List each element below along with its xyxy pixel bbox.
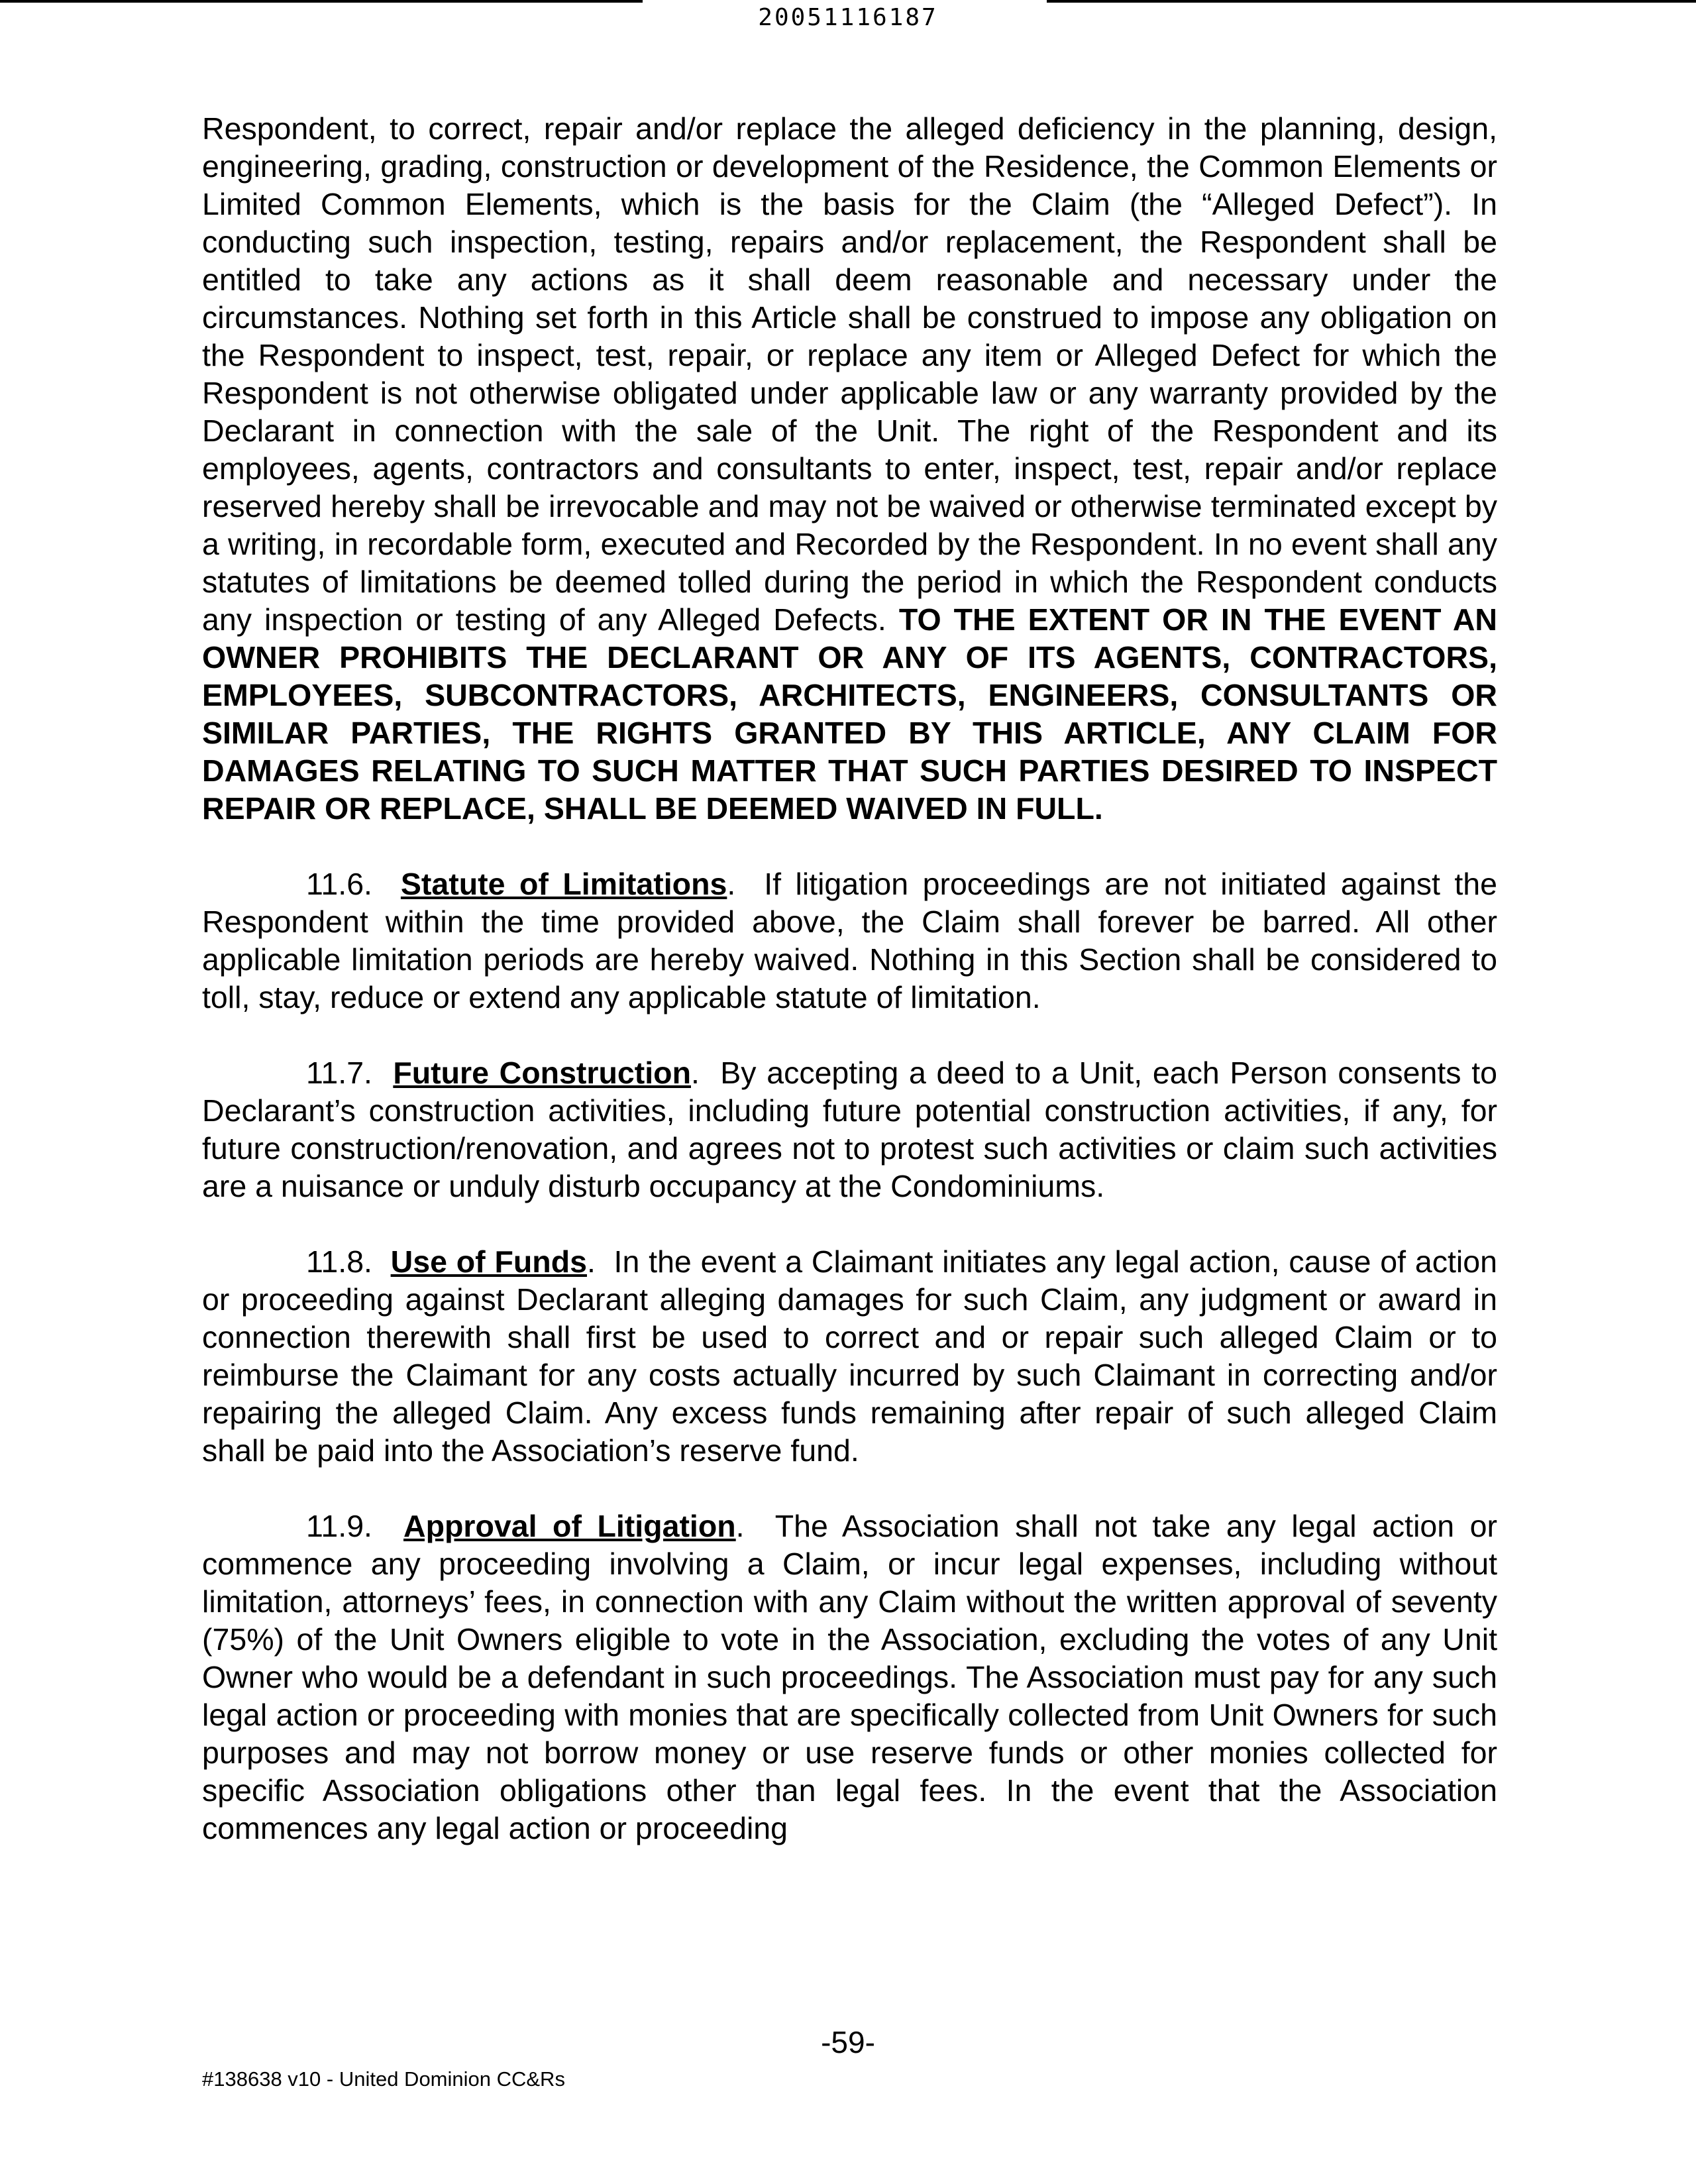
document-body	[202, 110, 1497, 1847]
section-heading: Approval of Litigation	[403, 1509, 736, 1543]
section-heading: Statute of Limitations	[400, 867, 727, 901]
section-11-7: 11.7. Future Construction. By accepting a deed to a Unit, each Person consents to Declarant’s construction activities, including future potential construction activities, if any, for future construction/renovation, and agrees not to protest such activities or claim such activities are a nuisance or unduly disturb occupancy at the Condominiums.	[202, 1056, 1497, 1203]
section-number: 11.7.	[306, 1056, 372, 1090]
section-text: In the event a Claimant initiates any legal action, cause of action or proceeding against Declarant alleging damages for such Claim, any judgment or award in connection therewith shall first be used to correct and or repair such alleged Claim or to reimburse the Claimant for any costs actually incurred by such Claimant in correcting and/or repairing the alleged Claim. Any excess funds remaining after repair of such alleged Claim shall be paid into the Association’s reserve fund.	[202, 1244, 1497, 1468]
intro-caps-text: TO THE EXTENT OR IN THE EVENT AN OWNER PROHIBITS THE DECLARANT OR ANY OF ITS AGENTS, CONTRACTORS, EMPLOYEES, SUBCONTRACTORS, ARCHITECTS, ENGINEERS, CONSULTANTS OR SIMILAR PARTIES, THE RIGHTS GRANTED BY THIS ARTICLE, ANY CLAIM FOR DAMAGES RELATING TO SUCH MATTER THAT SUCH PARTIES DESIRED TO INSPECT REPAIR OR REPLACE, SHALL BE DEEMED WAIVED IN FULL.	[202, 602, 1498, 826]
page-number: -59-	[821, 2025, 875, 2059]
section-text: By accepting a deed to a Unit, each Person consents to Declarant’s construction activities, including future potential construction activities, if any, for future construction/renovation, and agrees not to protest such activities or claim such activities are a nuisance or unduly disturb occupancy at the Condominiums.	[202, 1056, 1497, 1203]
document-number: 20051116187	[758, 4, 938, 31]
top-rule-right	[1047, 0, 1696, 3]
intro-text: Respondent, to correct, repair and/or replace the alleged deficiency in the planning, design, engineering, grading, construction or development of the Residence, the Common Elements or Limited Common Elements, which is the basis for the Claim (the “Alleged Defect”). In conducting such inspection, testing, repairs and/or replacement, the Respondent shall be entitled to take any actions as it shall deem reasonable and necessary under the circumstances. Nothing set forth in this Article shall be construed to impose any obligation on the Respondent to inspect, test, repair, or replace any item or Alleged Defect for which the Respondent is not otherwise obligated under applicable law or any warranty provided by the Declarant in connection with the sale of the Unit. The right of the Respondent and its employees, agents, contractors and consultants to enter, inspect, test, repair and/or replace reserved hereby shall be irrevocable and may not be waived or otherwise terminated except by a writing, in recordable form, executed and Recorded by the Respondent. In no event shall any statutes of limitations be deemed tolled during the period in which the Respondent conducts any inspection or testing of any Alleged Defects.	[202, 111, 1497, 637]
section-number: 11.9.	[306, 1509, 372, 1543]
section-number: 11.6.	[306, 867, 372, 901]
section-11-6: 11.6. Statute of Limitations. If litigation proceedings are not initiated against the Respondent within the time provided above, the Claim shall forever be barred. All other applicable limitation periods are hereby waived. Nothing in this Section shall be considered to toll, stay, reduce or extend any applicable statute of limitation.	[202, 867, 1497, 1014]
section-heading: Future Construction	[393, 1056, 691, 1090]
section-number: 11.8.	[306, 1244, 372, 1279]
intro-paragraph	[202, 110, 1497, 828]
section-text: If litigation proceedings are not initiated against the Respondent within the time provided above, the Claim shall forever be barred. All other applicable limitation periods are hereby waived. Nothing in this Section shall be considered to toll, stay, reduce or extend any applicable statute of limitation.	[202, 867, 1497, 1014]
section-11-8: 11.8. Use of Funds. In the event a Claimant initiates any legal action, cause of action or proceeding against Declarant alleging damages for such Claim, any judgment or award in connection therewith shall first be used to correct and or repair such alleged Claim or to reimburse the Claimant for any costs actually incurred by such Claimant in correcting and/or repairing the alleged Claim. Any excess funds remaining after repair of such alleged Claim shall be paid into the Association’s reserve fund.	[202, 1244, 1497, 1468]
footer-document-id: #138638 v10 - United Dominion CC&Rs	[202, 2067, 565, 2091]
top-rule-left	[0, 0, 643, 3]
section-11-9: 11.9. Approval of Litigation. The Association shall not take any legal action or commence any proceeding involving a Claim, or incur legal expenses, including without limitation, attorneys’ fees, in connection with any Claim without the written approval of seventy (75%) of the Unit Owners eligible to vote in the Association, excluding the votes of any Unit Owner who would be a defendant in such proceedings. The Association must pay for any such legal action or proceeding with monies that are specifically collected from Unit Owners for such purposes and may not borrow money or use reserve funds or other monies collected for specific Association obligations other than legal fees. In the event that the Association commences any legal action or proceeding	[202, 1509, 1498, 1845]
section-heading: Use of Funds	[390, 1244, 587, 1279]
section-text: The Association shall not take any legal action or commence any proceeding involving a Claim, or incur legal expenses, including without limitation, attorneys’ fees, in connection with any Claim without the written approval of seventy (75%) of the Unit Owners eligible to vote in the Association, excluding the votes of any Unit Owner who would be a defendant in such proceedings. The Association must pay for any such legal action or proceeding with monies that are specifically collected from Unit Owners for such purposes and may not borrow money or use reserve funds or other monies collected for specific Association obligations other than legal fees. In the event that the Association commences any legal action or proceeding	[202, 1509, 1498, 1845]
